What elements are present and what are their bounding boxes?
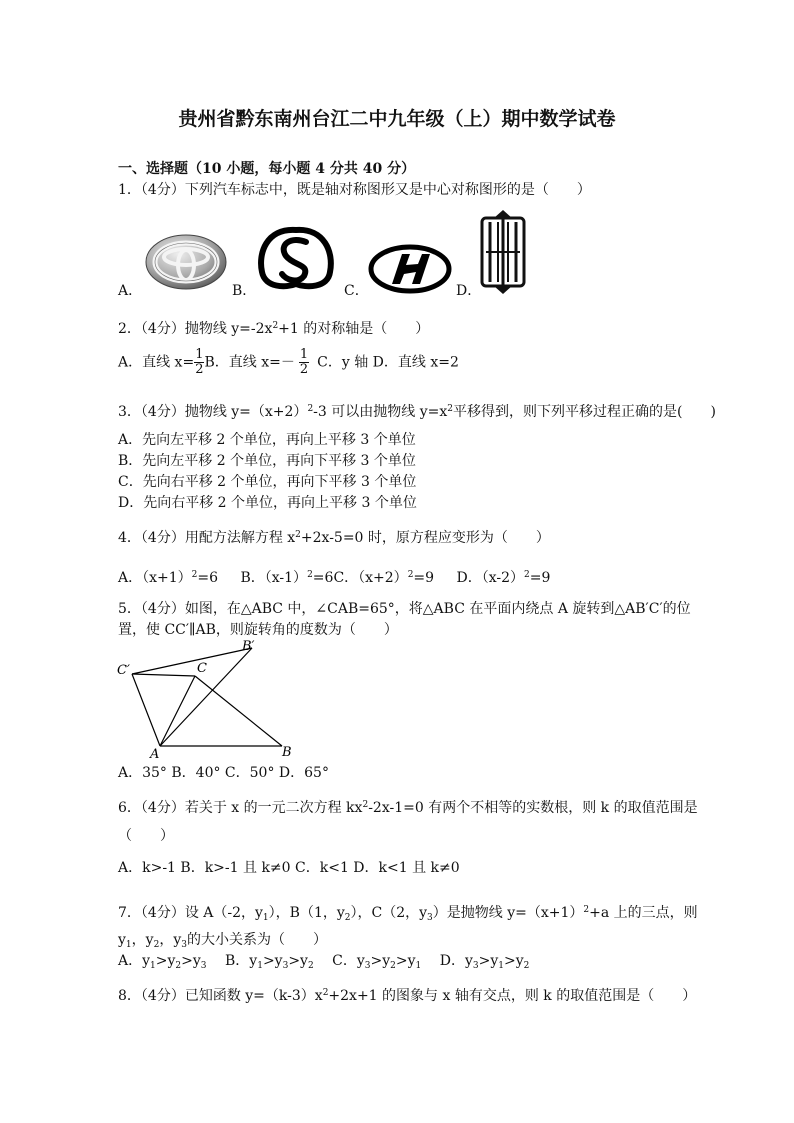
q2-text-end: +1 的对称轴是（ ）	[278, 321, 430, 337]
q7-y1-sub: 1	[125, 940, 132, 950]
q4-c-base: C．（x+2）	[333, 570, 408, 586]
question-2-options	[118, 348, 459, 377]
q4-a-tail: =6	[197, 570, 219, 586]
q7-b-sub-2: 2	[307, 961, 314, 971]
q7-d-sub-1: 1	[498, 961, 504, 971]
q7-c-sub-1: 2	[390, 961, 396, 971]
q7-text-c: ），C（2，y	[350, 905, 428, 921]
q2-text: 2．（4分）抛物线 y=-2x	[118, 321, 273, 337]
q7-y1: $y_1$	[118, 932, 132, 950]
q4-d-exp: 2	[524, 570, 530, 580]
q4-c-exp: 2	[407, 570, 414, 580]
q4-d-base: D．（x-2）	[456, 570, 525, 586]
q1-option-b-label: B．	[232, 283, 257, 299]
q7-text-b: ），B（1，y	[268, 905, 345, 921]
question-4-options	[118, 565, 550, 588]
rotation-triangle-figure	[112, 636, 302, 766]
q7-sub-3: 3	[427, 913, 433, 923]
label-a: A	[150, 747, 160, 762]
q3-exponent-2: 2	[447, 404, 453, 414]
q7-c-sub-2: 1	[415, 961, 422, 971]
q4-option-b	[240, 570, 333, 586]
q3-option-c: C．先向右平移 2 个单位，再向下平移 3 个单位	[118, 474, 417, 490]
question-5-line-1: 5．（4分）如图，在△ABC 中，∠CAB=65°，将△ABC 在平面内绕点 A 旋转到△AB′C′的位	[118, 601, 691, 617]
q3-text-3: 平移得到，则下列平移过程正确的是( )	[452, 404, 716, 420]
suzuki-s-logo-icon	[256, 224, 336, 296]
question-2-stem	[118, 316, 429, 339]
q3-exponent-1: 2	[307, 404, 314, 414]
q1-option-d-label: D．	[456, 283, 482, 299]
q2-b-numerator: 1	[299, 347, 309, 362]
q7-y3: $y_3$	[173, 932, 187, 950]
q6-text: 6．（4分）若关于 x 的一元二次方程 kx	[118, 800, 363, 816]
label-b-prime: B′	[242, 639, 255, 654]
question-4-stem	[118, 525, 550, 548]
q2-options-cd: C．y 轴 D．直线 x=2	[317, 354, 459, 371]
question-7-line-2: $y_1$，$y_2$，$y_3$的大小关系为（ ）	[118, 932, 327, 950]
q1-option-a-label: A．	[118, 283, 143, 299]
q4-d-tail: =9	[529, 570, 551, 586]
q4-text: 4．（4分）用配方法解方程 x	[118, 530, 296, 546]
q7-text-d: ）是抛物线 y=（x+1）	[432, 905, 584, 921]
q3-option-b: B．先向左平移 2 个单位，再向下平移 3 个单位	[118, 453, 416, 469]
q3-option-a: A．先向左平移 2 个单位，再向上平移 3 个单位	[118, 432, 416, 448]
page-title: 贵州省黔东南州台江二中九年级（上）期中数学试卷	[178, 108, 616, 130]
q7-sub-1: 1	[262, 913, 269, 923]
q7-y2-sub: 2	[153, 940, 160, 950]
toyota-logo-icon	[144, 232, 228, 296]
label-c: C	[197, 661, 207, 676]
segment-c-prime-b-prime	[132, 648, 252, 674]
question-1-stem: 1．（4分）下列汽车标志中，既是轴对称图形又是中心对称图形的是（ ）	[118, 182, 591, 198]
q7-text-tail: 的大小关系为（ ）	[186, 932, 327, 948]
question-7-options	[118, 951, 529, 976]
q4-b-tail: =6	[312, 570, 334, 586]
label-c-prime: C′	[117, 663, 130, 678]
q7-text-e: +a 上的三点，则	[589, 905, 698, 921]
q8-exponent: 2	[322, 988, 329, 998]
q8-text-end: +2x+1 的图象与 x 轴有交点，则 k 的取值范围是（ ）	[328, 988, 697, 1004]
q7-y3-sub: 3	[181, 940, 187, 950]
section-heading: 一、选择题（10 小题，每小题 4 分共 40 分）	[118, 161, 416, 177]
q4-a-base: A．（x+1）	[118, 570, 192, 586]
q7-a-sub-2: 3	[200, 961, 207, 971]
q4-text-end: +2x-5=0 时，原方程应变形为（ ）	[300, 530, 550, 546]
q3-text-1: 3．（4分）抛物线 y=（x+2）	[118, 404, 308, 420]
segment-ac-prime	[132, 674, 160, 746]
q7-option-b: B．$y_1>y_3>y_2$	[224, 953, 314, 971]
q2-option-b: B．直线 x=－	[204, 354, 295, 371]
q7-b-sub-1: 3	[282, 961, 289, 971]
q4-a-exp: 2	[191, 570, 198, 580]
q7-d-sub-2: 2	[523, 961, 530, 971]
q2-exponent: 2	[272, 321, 279, 331]
question-6-stem	[118, 795, 698, 818]
q7-a-label: A．	[118, 953, 143, 969]
q6-text-end: -2x-1=0 有两个不相等的实数根，则 k 的取值范围是	[368, 800, 698, 816]
q4-option-c	[333, 570, 434, 586]
q3-option-d: D．先向右平移 2 个单位，再向上平移 3 个单位	[118, 495, 417, 511]
q4-b-exp: 2	[307, 570, 313, 580]
question-5-line-2: 置，使 CC′∥AB，则旋转角的度数为（ ）	[118, 622, 398, 638]
q7-b-sub-0: 1	[257, 961, 263, 971]
q7-exponent: 2	[583, 905, 590, 915]
segment-ac	[160, 676, 195, 746]
q2-option-b-fraction	[299, 348, 309, 377]
lincoln-logo-icon	[478, 208, 528, 300]
q7-y2: $y_2$	[145, 932, 160, 950]
q7-sub-2: 2	[344, 913, 351, 923]
question-6-blank: （ ）	[118, 828, 174, 844]
q2-option-a-fraction	[194, 348, 204, 377]
q7-d-label: D．	[439, 953, 465, 969]
q7-option-d: D．$y_3>y_1>y_2$	[439, 953, 530, 971]
q7-option-a: A．$y_1>y_2>y_3$	[118, 953, 207, 971]
label-b: B	[282, 745, 292, 760]
q2-b-denominator: 2	[299, 362, 309, 377]
q4-exponent: 2	[295, 530, 301, 540]
segment-cc-prime	[132, 674, 195, 676]
q4-option-a	[118, 570, 218, 586]
question-8-stem	[118, 983, 696, 1006]
q6-exponent: 2	[362, 800, 369, 810]
q4-option-d	[457, 570, 551, 586]
q7-a-sub-1: 2	[175, 961, 182, 971]
q7-b-label: B．	[224, 953, 250, 969]
q2-a-numerator: 1	[195, 347, 204, 362]
q4-b-base: B．（x-1）	[240, 570, 308, 586]
question-5-options: A．35° B．40° C．50° D．65°	[118, 765, 329, 781]
q7-c-sub-0: 3	[364, 961, 371, 971]
question-3-stem	[118, 399, 716, 422]
q2-option-a: A．直线 x=	[118, 354, 195, 371]
q4-c-tail: =9	[413, 570, 435, 586]
segment-cb	[195, 676, 282, 746]
q2-a-denominator: 2	[195, 362, 204, 377]
q7-a-sub-0: 1	[150, 961, 156, 971]
q7-c-label: C．	[332, 953, 357, 969]
q7-text-a: 7．（4分）设 A（-2，y	[118, 905, 263, 921]
question-6-options: A．k>-1 B．k>-1 且 k≠0 C．k<1 D．k<1 且 k≠0	[118, 860, 460, 876]
q1-option-c-label: C．	[344, 283, 369, 299]
q8-text: 8．（4分）已知函数 y=（k-3）x	[118, 988, 323, 1004]
q7-option-c: C．$y_3>y_2>y_1$	[332, 953, 422, 971]
q7-d-sub-0: 3	[472, 961, 479, 971]
q3-text-2: -3 可以由抛物线 y=x	[313, 404, 448, 420]
hyundai-h-logo-icon	[368, 244, 452, 298]
question-7-stem	[118, 900, 698, 928]
